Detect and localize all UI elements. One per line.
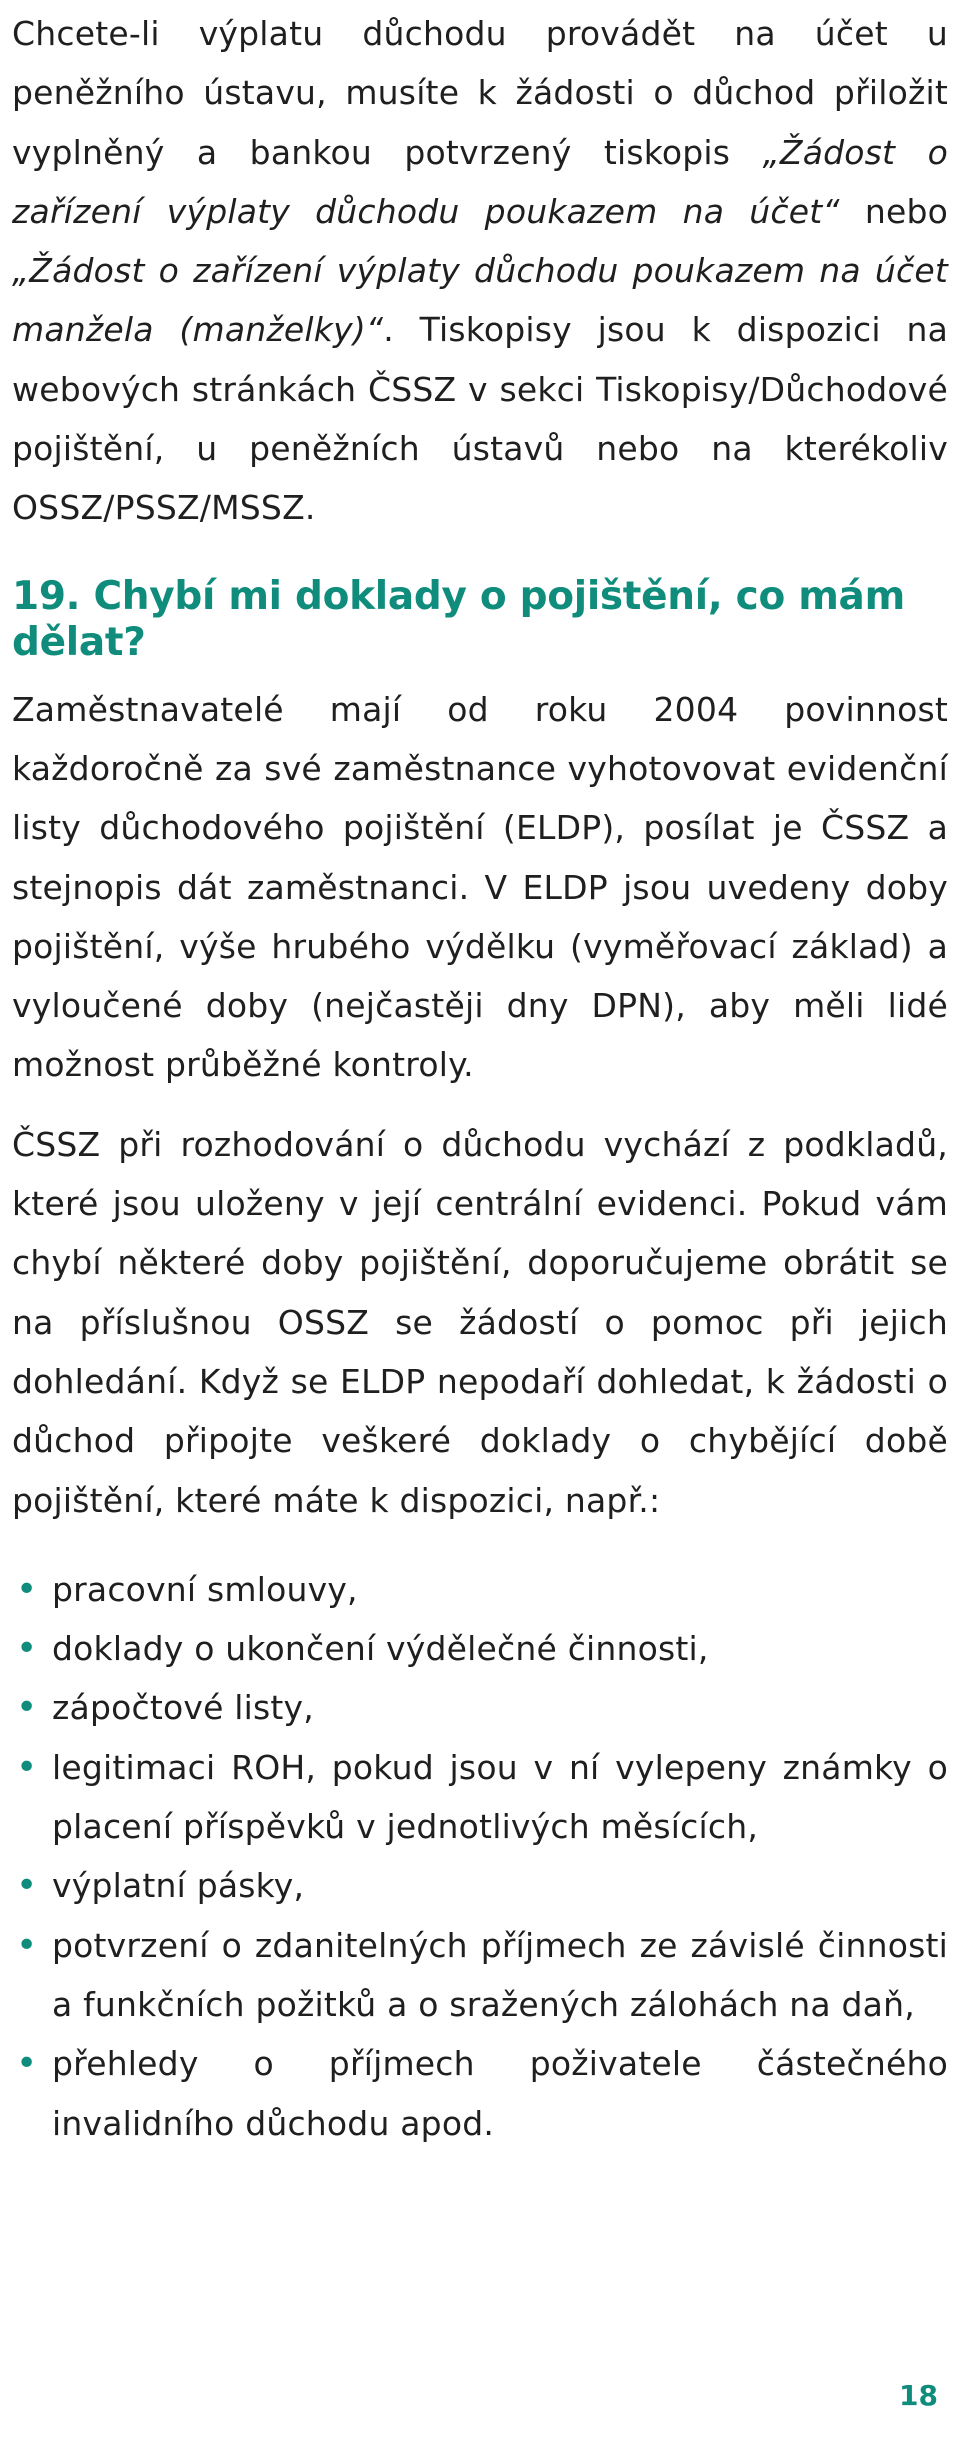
intro-text-a: Chcete-li výplatu důchodu provádět na účet u peněžního ústavu, musíte k žádosti o důchod přiložit vyplněný a bankou potvrzený tiskopis <box>12 14 948 172</box>
form-name-2: „Žádost o zařízení výplaty důchodu poukazem na účet manžela (manželky)“ <box>12 251 948 350</box>
body-paragraph-2: ČSSZ při rozhodování o důchodu vychází z podkladů, které jsou uloženy v její centrální evidenci. Pokud vám chybí některé doby pojištění, doporučujeme obrátit se na příslušnou OSSZ se žádostí o pomoc při jejich dohledání. Když se ELDP nepodaří dohledat, k žádosti o důchod připojte veškeré doklady o chybějící době pojištění, které máte k dispozici, např.: <box>12 1124 948 1520</box>
bullet-icon: • <box>16 1924 38 1966</box>
bullet-icon: • <box>16 1865 38 1907</box>
bullet-icon: • <box>16 1687 38 1729</box>
intro-text-b: nebo <box>839 191 948 231</box>
document-list <box>12 1560 948 2153</box>
list-item-text: legitimaci ROH, pokud jsou v ní vylepeny známky o placení příspěvků v jednotlivých měsících, <box>52 1747 948 1847</box>
list-item <box>12 1619 948 1678</box>
body-paragraph-1: Zaměstnavatelé mají od roku 2004 povinnost každoročně za své zaměstnance vyhotovovat evidenční listy důchodového pojištění (ELDP), posílat je ČSSZ a stejnopis dát zaměstnanci. V ELDP jsou uvedeny doby pojištění, výše hrubého výdělku (vyměřovací základ) a vyloučené doby (nejčastěji dny DPN), aby měli lidé možnost průběžné kontroly. <box>12 689 948 1085</box>
section-heading: 19. Chybí mi doklady o pojištění, co mám dělat? <box>12 573 905 665</box>
intro-paragraph <box>12 4 948 538</box>
bullet-icon: • <box>16 1568 38 1610</box>
list-item <box>12 1560 948 1619</box>
list-item-text: přehledy o příjmech poživatele částečného invalidního důchodu apod. <box>52 2044 948 2143</box>
list-item <box>12 1738 948 1857</box>
list-item-text: pracovní smlouvy, <box>52 1569 358 1609</box>
document-page <box>12 0 948 2153</box>
list-item-text: výplatní pásky, <box>52 1866 305 1906</box>
list-item <box>12 1916 948 2035</box>
form-name-1: „Žádost o zařízení výplaty důchodu poukazem na účet“ <box>12 132 948 231</box>
list-item <box>12 1678 948 1737</box>
list-item <box>12 2034 948 2153</box>
list-item-text: zápočtové listy, <box>52 1688 314 1728</box>
list-item <box>12 1856 948 1915</box>
bullet-icon: • <box>16 2043 38 2085</box>
list-item-text: doklady o ukončení výdělečné činnosti, <box>52 1629 709 1669</box>
bullet-icon: • <box>16 1628 38 1670</box>
bullet-icon: • <box>16 1746 38 1788</box>
page-number: 18 <box>899 2379 938 2412</box>
intro-text-c: . Tiskopisy jsou k dispozici na webových stránkách ČSSZ v sekci Tiskopisy/Důchodové pojištění, u peněžních ústavů nebo na kterékoliv OSSZ/PSSZ/MSSZ. <box>12 310 948 528</box>
list-item-text: potvrzení o zdanitelných příjmech ze závislé činnosti a funkčních požitků a o sražených zálohách na daň, <box>52 1925 948 2024</box>
